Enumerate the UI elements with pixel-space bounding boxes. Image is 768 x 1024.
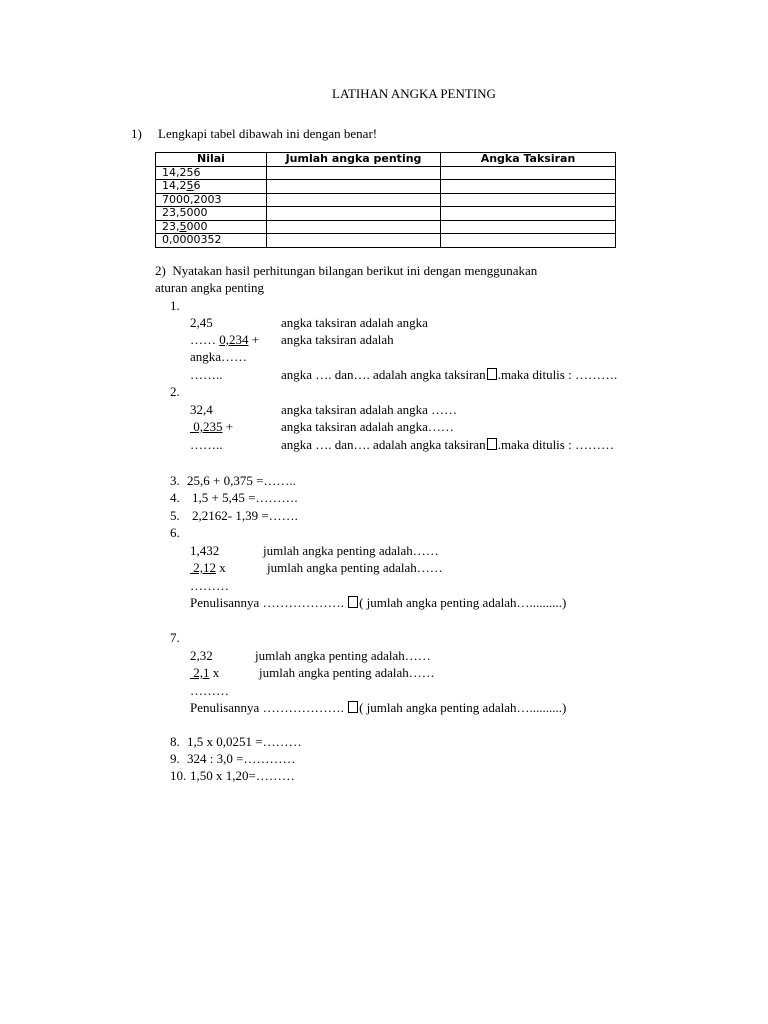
sub6-operand-b xyxy=(190,560,226,576)
sub1-operand-b xyxy=(190,332,259,348)
nilai-text: 7000,2003 xyxy=(162,192,222,206)
page-title: LATIHAN ANGKA PENTING xyxy=(332,86,496,101)
sub2-number: 2. xyxy=(170,384,180,399)
table-cell-nilai xyxy=(156,193,267,207)
sub7-writing-note: ( jumlah angka penting adalah…..........) xyxy=(359,700,567,715)
table-cell-jumlah[interactable] xyxy=(267,207,441,221)
missing-glyph-box xyxy=(487,438,497,450)
nilai-text-end: 6 xyxy=(193,179,201,193)
table-row xyxy=(156,180,616,194)
sub6-note-b: jumlah angka penting adalah…… xyxy=(267,560,443,575)
sub6-writing-label: Penulisannya ………………. xyxy=(190,595,348,610)
col-header-jumlah-angka-penting: Jumlah angka penting xyxy=(267,153,441,167)
table-cell-taksiran[interactable] xyxy=(441,220,616,234)
table-header-row xyxy=(156,153,616,167)
sub1-note-a: angka taksiran adalah angka xyxy=(281,315,428,330)
missing-glyph-box xyxy=(487,368,497,380)
table-cell-nilai xyxy=(156,220,267,234)
nilai-text: 0,0000352 xyxy=(162,233,222,247)
sub2-note-a: angka taksiran adalah angka …… xyxy=(281,402,458,417)
sub1-note-d-end: .maka ditulis : ………. xyxy=(497,367,618,382)
sub7-b-operator: x xyxy=(209,665,220,680)
missing-glyph-box xyxy=(348,701,358,713)
table-cell-nilai xyxy=(156,166,267,180)
item-5-number: 5. xyxy=(170,508,180,523)
sub2-b-operator: + xyxy=(222,419,234,434)
sub2-note-d-text: angka …. dan…. adalah angka taksiran xyxy=(281,437,486,452)
sub6-writing-note: ( jumlah angka penting adalah…..........) xyxy=(359,595,567,610)
significant-figures-table xyxy=(155,152,616,248)
table-row xyxy=(156,234,616,248)
nilai-text: 23,5000 xyxy=(162,206,208,220)
nilai-text: 14,256 xyxy=(162,165,201,179)
sub6-b-operator: x xyxy=(216,560,226,575)
table-cell-taksiran[interactable] xyxy=(441,207,616,221)
table-cell-jumlah[interactable] xyxy=(267,193,441,207)
sub7-number: 7. xyxy=(170,630,180,645)
sub2-note-b: angka taksiran adalah angka…… xyxy=(281,419,454,434)
item-10-text: 1,50 x 1,20=……… xyxy=(190,768,295,783)
sub1-note-b: angka taksiran adalah xyxy=(281,332,394,347)
sub7-operand-a: 2,32 xyxy=(190,648,213,663)
nilai-text: 23, xyxy=(162,219,180,233)
sub6-result: ……… xyxy=(190,578,229,593)
sub2-note-d xyxy=(281,437,614,453)
sub7-writing-label: Penulisannya ………………. xyxy=(190,700,348,715)
table-row xyxy=(156,220,616,234)
sub6-number: 6. xyxy=(170,525,180,540)
sub1-note-d-text: angka …. dan…. adalah angka taksiran xyxy=(281,367,486,382)
table-cell-nilai xyxy=(156,207,267,221)
sub2-result: …….. xyxy=(190,437,223,452)
sub1-b-dots: …… xyxy=(190,332,220,347)
sub6-note-a: jumlah angka penting adalah…… xyxy=(263,543,439,558)
table-cell-jumlah[interactable] xyxy=(267,180,441,194)
sub7-b-number: 2,1 xyxy=(190,665,210,680)
item-4-text: 1,5 + 5,45 =………. xyxy=(192,490,298,505)
item-9-text: 324 : 3,0 =………… xyxy=(187,751,296,766)
sub2-b-number: 0,235 xyxy=(190,419,223,434)
sub6-operand-a: 1,432 xyxy=(190,543,220,558)
col-header-nilai: Nilai xyxy=(156,153,267,167)
item-3-number: 3. xyxy=(170,473,180,488)
question-1-number: 1) xyxy=(131,126,142,141)
table-cell-jumlah[interactable] xyxy=(267,220,441,234)
table-row xyxy=(156,193,616,207)
table-cell-nilai xyxy=(156,180,267,194)
sub6-writing xyxy=(190,595,566,611)
nilai-text-end: 000 xyxy=(186,219,208,233)
table-cell-jumlah[interactable] xyxy=(267,234,441,248)
sub1-operand-a: 2,45 xyxy=(190,315,213,330)
nilai-text: 14,2 xyxy=(162,179,187,193)
sub7-operand-b xyxy=(190,665,219,681)
nilai-underlined-digit: 5 xyxy=(179,219,187,233)
question-2-line-2: aturan angka penting xyxy=(155,280,265,295)
item-10-number: 10. xyxy=(170,768,187,783)
item-9-number: 9. xyxy=(170,751,180,766)
sub7-note-b: jumlah angka penting adalah…… xyxy=(259,665,435,680)
table-cell-jumlah[interactable] xyxy=(267,166,441,180)
item-5-text: 2,2162- 1,39 =……. xyxy=(192,508,298,523)
sub1-b-operator: + xyxy=(248,332,260,347)
col-header-angka-taksiran: Angka Taksiran xyxy=(441,153,616,167)
item-8-text: 1,5 x 0,0251 =……… xyxy=(187,734,302,749)
table-cell-taksiran[interactable] xyxy=(441,234,616,248)
sub7-note-a: jumlah angka penting adalah…… xyxy=(255,648,431,663)
question-2-line-1: 2) Nyatakan hasil perhitungan bilangan berikut ini dengan menggunakan xyxy=(155,263,538,278)
sub2-note-d-end: .maka ditulis : ……… xyxy=(497,437,614,452)
sub1-b-number: 0,234 xyxy=(219,332,249,347)
sub1-result: …….. xyxy=(190,367,223,382)
sub1-number: 1. xyxy=(170,298,180,313)
sub6-b-number: 2,12 xyxy=(190,560,216,575)
item-8-number: 8. xyxy=(170,734,180,749)
sub7-result: ……… xyxy=(190,683,229,698)
item-4-number: 4. xyxy=(170,490,180,505)
table-cell-taksiran[interactable] xyxy=(441,180,616,194)
sub1-note-d xyxy=(281,367,617,383)
table-cell-nilai xyxy=(156,234,267,248)
table-row xyxy=(156,207,616,221)
sub7-writing xyxy=(190,700,566,716)
table-row xyxy=(156,166,616,180)
sub1-wrap-text: angka…… xyxy=(190,349,248,364)
table-cell-taksiran[interactable] xyxy=(441,193,616,207)
sub2-operand-b xyxy=(190,419,233,435)
question-1-text: Lengkapi tabel dibawah ini dengan benar! xyxy=(158,126,378,141)
table-cell-taksiran[interactable] xyxy=(441,166,616,180)
nilai-underlined-digit: 5 xyxy=(186,179,194,193)
sub2-operand-a: 32,4 xyxy=(190,402,213,417)
item-3-text: 25,6 + 0,375 =…….. xyxy=(187,473,296,488)
missing-glyph-box xyxy=(348,596,358,608)
